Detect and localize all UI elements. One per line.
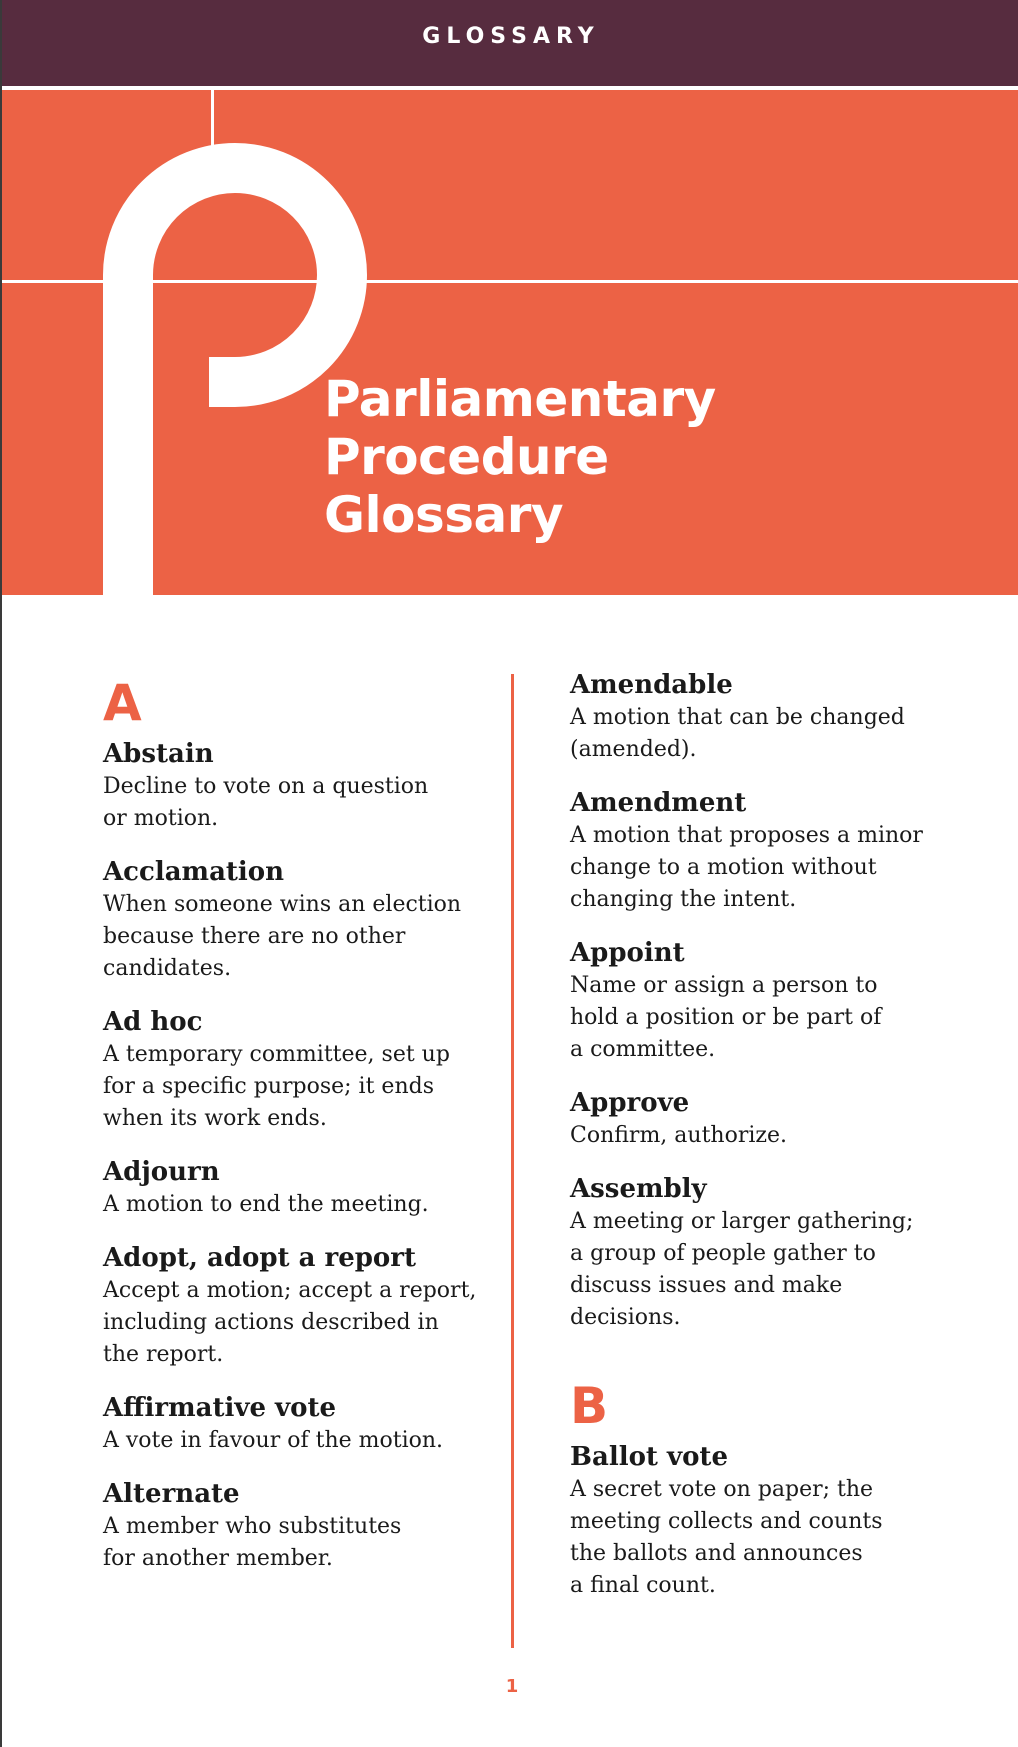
entry-term: Amendment	[570, 788, 747, 818]
entry-term: Ballot vote	[570, 1442, 728, 1472]
glossary-entry	[103, 737, 513, 835]
left-column	[103, 675, 513, 1595]
glossary-entry	[570, 936, 980, 1066]
glossary-entry	[570, 1440, 980, 1602]
entry-definition: Accept a motion; accept a report, including actions described in the report.	[103, 1278, 477, 1367]
glossary-entry	[103, 1477, 513, 1575]
entry-definition: A vote in favour of the motion.	[103, 1428, 444, 1453]
entry-definition: A meeting or larger gathering; a group of people gather to discuss issues and make decisions.	[570, 1209, 914, 1330]
entry-term: Adjourn	[103, 1157, 220, 1187]
glossary-entry	[570, 1086, 980, 1152]
entry-definition: A motion to end the meeting.	[103, 1192, 429, 1217]
entry-term: Acclamation	[103, 857, 285, 887]
entry-term: Adopt, adopt a report	[103, 1243, 416, 1273]
glossary-entry	[570, 668, 980, 766]
glossary-entry	[103, 855, 513, 985]
glossary-entry	[103, 1241, 513, 1371]
entry-term: Assembly	[570, 1174, 707, 1204]
header-title: GLOSSARY	[422, 24, 600, 49]
entry-term: Alternate	[103, 1479, 240, 1509]
entry-definition: A motion that can be changed (amended).	[570, 705, 905, 762]
entry-term: Affirmative vote	[103, 1393, 337, 1423]
glossary-entry	[103, 1005, 513, 1135]
glossary-entry	[103, 1391, 513, 1457]
hero-banner	[2, 90, 1018, 595]
entry-term: Ad hoc	[103, 1007, 203, 1037]
glossary-entry	[103, 1155, 513, 1221]
entry-definition: When someone wins an election because there are no other candidates.	[103, 892, 462, 981]
page-number: 1	[505, 1676, 519, 1697]
entry-definition: A temporary committee, set up for a specific purpose; it ends when its work ends.	[103, 1042, 450, 1131]
entry-term: Abstain	[103, 739, 214, 769]
glossary-entry	[570, 786, 980, 916]
glossary-entry	[570, 1172, 980, 1334]
entry-term: Approve	[570, 1088, 690, 1118]
page-title	[324, 370, 716, 544]
right-column	[570, 668, 980, 1622]
entry-term: Amendable	[570, 670, 733, 700]
title-line: Procedure	[324, 428, 609, 486]
section-letter-b: B	[570, 1377, 609, 1435]
entry-definition: Name or assign a person to hold a position or be part of a committee.	[570, 973, 882, 1062]
section-letter-a: A	[103, 674, 142, 732]
title-line: Glossary	[324, 486, 564, 544]
column-divider	[511, 674, 514, 1648]
entry-definition: A member who substitutes for another member.	[103, 1514, 402, 1571]
entry-definition: Decline to vote on a question or motion.	[103, 774, 429, 831]
header-bar	[2, 0, 1018, 86]
title-line: Parliamentary	[324, 370, 716, 428]
entry-term: Appoint	[570, 938, 685, 968]
entry-definition: Confirm, authorize.	[570, 1123, 787, 1148]
entry-definition: A motion that proposes a minor change to a motion without changing the intent.	[570, 823, 923, 912]
entry-definition: A secret vote on paper; the meeting collects and counts the ballots and announces a final count.	[570, 1477, 883, 1598]
